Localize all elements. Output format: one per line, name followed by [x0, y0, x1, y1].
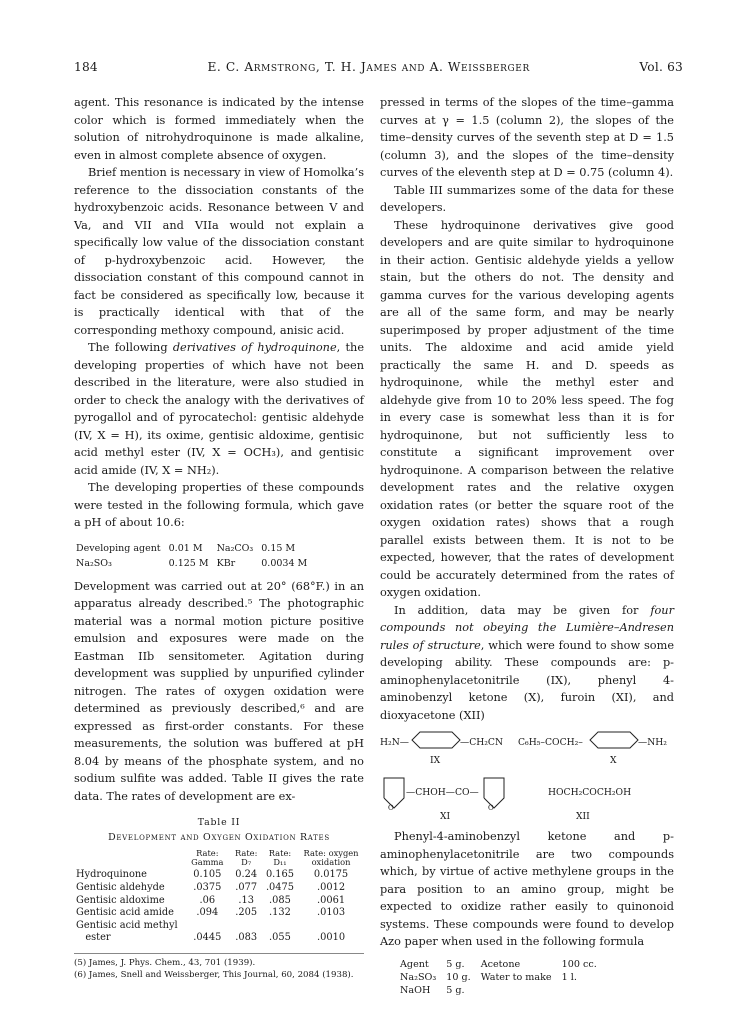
compound-name-cell: Gentisic acid amide	[76, 907, 174, 919]
formula-cell: 0.15 M	[261, 542, 296, 554]
azo-formula	[398, 957, 607, 998]
furan-ring-icon	[484, 778, 504, 808]
formula-cell: 0.0034 M	[261, 557, 308, 569]
formula-cell: 5 g.	[446, 958, 465, 970]
footnote: (6) James, Snell and Weissberger, This Journal, 60, 2084 (1938).	[74, 969, 354, 980]
rate-value-cell: .132	[269, 907, 291, 919]
rate-value-cell: .0010	[317, 932, 346, 944]
rate-value-cell: .06	[199, 894, 216, 906]
italic-term: four compounds not obeying the Lumière–Andresen rules of structure	[380, 603, 674, 652]
formula-cell: 10 g.	[446, 971, 471, 983]
running-authors: E. C. Armstrong, T. H. James and A. Weissberger	[207, 60, 530, 74]
paragraph: In addition, data may be given for four compounds not obeying the Lumière–Andresen rules of structure, which were found to show some developing ability. These compounds are: p-aminophenylacetonitrile (IX), phenyl 4-aminobenzyl ketone (X), furoin (XI), and dioxyacetone (XII)	[380, 603, 674, 722]
rate-value-cell	[262, 920, 298, 933]
formula-cell	[481, 985, 560, 996]
rate-value-cell: .0103	[317, 907, 346, 919]
rate-value-cell: .055	[269, 932, 291, 944]
column-header: Rate: oxygen oxidation	[303, 848, 359, 868]
running-header	[74, 60, 683, 74]
rate-value-cell: .0375	[193, 882, 222, 893]
rate-value-cell: .205	[235, 907, 258, 919]
developer-formula	[74, 540, 315, 572]
table-row	[74, 920, 364, 933]
volume-label: Vol. 63	[639, 60, 683, 74]
paragraph: These hydroquinone derivatives give good developers and are quite similar to hydroquinone in their action. Gentisic aldehyde yields a yellow stain, but the others do not. The density and gamma curves for the various developing agents are all of the same form, and may be nearly superimposed by proper adjustment of the time units. The aldoxime and acid amide yield practically the same H. and D. speeds as hydroquinone, while the methyl ester and aldehyde give from 10 to 20% less speed. The fog in every case is somewhat less than it is for hydroquinone, but not sufficiently less to constitute a significant improvement over hydroquinone. A comparison between the relative development rates and the relative oxygen oxidation rates (or better the square root of the oxygen oxidation rates) shows that a rough parallel exists between them. It is not to be expected, however, that the rates of development could be accurately determined from the rates of oxygen oxidation.	[380, 218, 674, 599]
rates-table	[74, 849, 364, 945]
rate-value-cell: .0475	[265, 882, 294, 893]
table-row	[74, 869, 364, 882]
structure-label: X	[610, 755, 617, 766]
table-caption: Table II	[197, 817, 241, 828]
table-row	[74, 882, 364, 895]
rate-value-cell: .085	[269, 894, 291, 906]
table-title: Development and Oxygen Oxidation Rates	[108, 832, 330, 843]
compound-name-cell: ester	[76, 932, 111, 944]
footnote: (5) James, J. Phys. Chem., 43, 701 (1939).	[74, 957, 256, 968]
furan-oxygen: O	[388, 804, 394, 812]
compound-name-cell: Hydroquinone	[76, 869, 147, 881]
table-row	[74, 895, 364, 908]
rate-value-cell: .094	[196, 907, 219, 919]
rate-value-cell: 0.105	[193, 869, 222, 881]
rate-value-cell: .077	[235, 882, 258, 893]
formula-cell: Na₂SO₃	[400, 971, 437, 983]
rate-value-cell	[230, 920, 261, 933]
paragraph: pressed in terms of the slopes of the time–gamma curves at γ = 1.5 (column 2), the slopes of the time–density curves of the seventh step at D = 1.5 (column 3), and the slopes of the time–density curves of the eleventh step at D = 0.75 (column 4).	[380, 96, 674, 179]
italic-term: derivatives of hydroquinone	[172, 341, 337, 354]
structural-formulas	[380, 728, 674, 824]
benzene-ring-icon	[590, 732, 638, 748]
column-header	[74, 849, 184, 869]
formula-cell: 5 g.	[446, 984, 465, 996]
ix-substituent: —CH₂CN	[460, 737, 503, 748]
table-row	[74, 932, 364, 945]
formula-cell: 100 cc.	[561, 958, 597, 970]
paragraph: Brief mention is necessary in view of Homolka’s reference to the dissociation constants of the hydroxybenzoic acids. Resonance between V and Va, and VII and VIIa would not explain a specifically low value of the dissociation constant of p-hydroxybenzoic acid. However, the dissociation constant of this compound cannot in fact be considered as specifically low, because it is practically identical with that of the corresponding methoxy compound, anisic acid.	[74, 166, 364, 337]
rate-value-cell: .13	[238, 894, 254, 906]
structure-label: IX	[430, 755, 441, 766]
column-header: Rate: Gamma	[191, 848, 224, 868]
rate-value-cell: 0.0175	[313, 869, 349, 881]
page-number: 184	[74, 60, 98, 74]
x-amino-group: —NH₂	[638, 737, 667, 748]
formula-cell: Developing agent	[76, 542, 161, 554]
footnotes	[74, 953, 364, 981]
rate-value-cell: 0.24	[235, 869, 258, 881]
formula-cell: Water to make	[480, 971, 552, 983]
rate-value-cell: 0.165	[265, 869, 294, 881]
furan-ring-icon	[384, 778, 404, 808]
column-header: Rate: D₇	[234, 848, 258, 868]
formula-cell: 1 l.	[561, 971, 577, 983]
paragraph: agent. This resonance is indicated by the intense color which is formed immediately when the solution of nitrohydroquinone is made alkaline, even in almost complete absence of oxygen.	[74, 96, 364, 162]
right-column	[380, 94, 674, 998]
paragraph: Table III summarizes some of the data for these developers.	[380, 183, 674, 214]
rate-value-cell: .083	[235, 932, 258, 944]
benzene-ring-icon	[412, 732, 460, 748]
rate-value-cell	[298, 920, 364, 933]
column-header: Rate: D₁₁	[268, 848, 292, 868]
furan-oxygen: O	[488, 804, 494, 812]
paragraph: The developing properties of these compounds were tested in the following formula, which gave a pH of about 10.6:	[74, 481, 364, 529]
formula-cell: Na₂SO₃	[76, 557, 112, 569]
x-substituent: C₆H₅–COCH₂–	[518, 737, 583, 748]
paragraph: The following derivatives of hydroquinone, the developing properties of which have not been described in the literature, were also studied in order to check the analogy with the derivatives of pyrogallol and of pyrocatechol: gentisic aldehyde (IV, X = H), its oxime, gentisic aldoxime, gentisic acid methyl ester (IV, X = OCH₃), and gentisic acid amide (IV, X = NH₂).	[74, 341, 365, 477]
formula-cell: KBr	[216, 557, 236, 569]
compound-name-cell: Gentisic aldehyde	[76, 882, 165, 893]
ix-amino-group: H₂N—	[380, 737, 409, 748]
xii-formula: HOCH₂COCH₂OH	[548, 787, 632, 798]
rate-value-cell: .0445	[193, 932, 222, 944]
formula-cell: 0.125 M	[168, 557, 209, 569]
left-column	[74, 94, 364, 981]
formula-cell: Na₂CO₃	[216, 542, 254, 554]
rate-value-cell: .0061	[317, 894, 346, 906]
compound-name-cell: Gentisic aldoxime	[76, 894, 165, 906]
formula-cell	[562, 985, 605, 996]
paragraph: Phenyl-4-aminobenzyl ketone and p-aminophenylacetonitrile are two compounds which, by virtue of active methylene groups in the para position to an amino group, might be expected to oxidize rather easily to quinonoid systems. These compounds were found to develop Azo paper when used in the following formula	[380, 830, 674, 948]
formula-cell: 0.01 M	[168, 542, 203, 554]
rate-value-cell: .0012	[317, 882, 346, 893]
structure-label: XI	[440, 811, 451, 822]
formula-cell: Acetone	[480, 958, 521, 970]
structure-label: XII	[576, 811, 590, 822]
formula-cell: NaOH	[400, 984, 431, 996]
table-row	[74, 907, 364, 920]
rate-value-cell	[184, 920, 230, 933]
paragraph: Development was carried out at 20° (68°F.) in an apparatus already described.⁵ The photographic material was a normal motion picture positive emulsion and exposures were made on the Eastman IIb sensitometer. Agitation during development was supplied by unpurified cylinder nitrogen. The rates of oxygen oxidation were determined as previously described,⁶ and are expressed as first-order constants. For these measurements, the solution was buffered at pH 8.04 by means of the phosphate system, and no sodium sulfite was added. Table II gives the rate data. The rates of development are ex-	[74, 579, 364, 803]
formula-cell: Agent	[400, 958, 429, 970]
compound-name-cell: Gentisic acid methyl	[76, 919, 178, 931]
xi-linker: —CHOH—CO—	[406, 787, 479, 798]
